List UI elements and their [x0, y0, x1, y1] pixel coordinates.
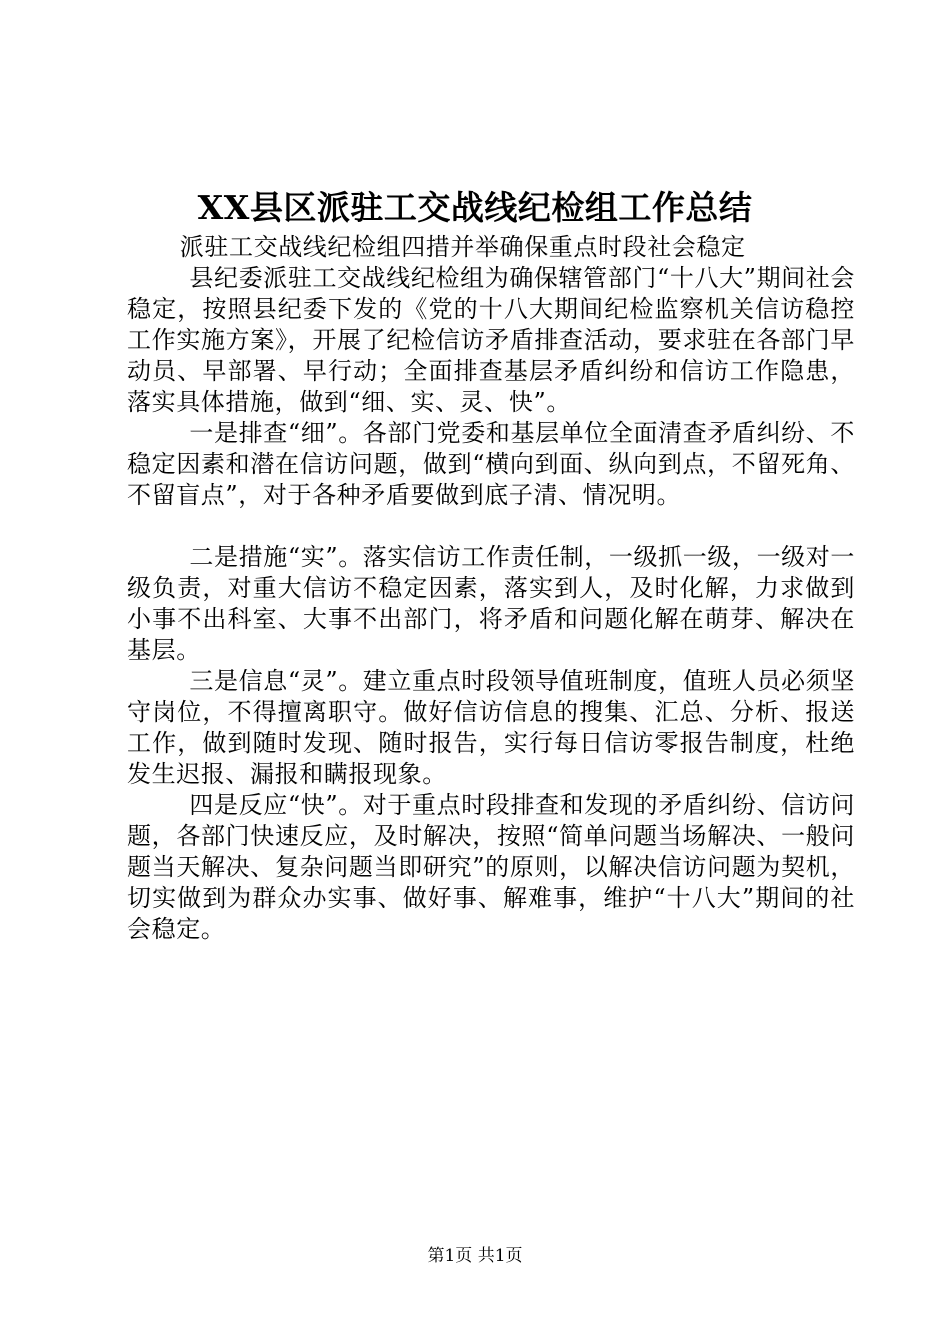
- page-number-footer: 第1页 共1页: [427, 1246, 523, 1266]
- document-subtitle: 派驻工交战线纪检组四措并举确保重点时段社会稳定: [179, 233, 746, 261]
- paragraph-point-1: 一是排查“细”。各部门党委和基层单位全面清查矛盾纠纷、不稳定因素和潜在信访问题，做到“横向到面、纵向到点，不留死角、不留盲点”，对于各种矛盾要做到底子清、情况明。: [127, 419, 855, 509]
- paragraph-point-2: 二是措施“实”。落实信访工作责任制，一级抓一级，一级对一级负责，对重大信访不稳定因素，落实到人，及时化解，力求做到小事不出科室、大事不出部门，将矛盾和问题化解在萌芽、解决在基层。: [127, 543, 855, 664]
- document-title: XX县区派驻工交战线纪检组工作总结: [197, 188, 753, 227]
- paragraph-point-4: 四是反应“快”。对于重点时段排查和发现的矛盾纠纷、信访问题，各部门快速反应，及时解决，按照“简单问题当场解决、一般问题当天解决、复杂问题当即研究”的原则，以解决信访问题为契机，切实做到为群众办实事、做好事、解难事，维护“十八大”期间的社会稳定。: [127, 791, 855, 943]
- document-body: [127, 232, 855, 945]
- paragraph-intro: 县纪委派驻工交战线纪检组为确保辖管部门“十八大”期间社会稳定，按照县纪委下发的《党的十八大期间纪检监察机关信访稳控工作实施方案》，开展了纪检信访矛盾排查活动，要求驻在各部门早动员、早部署、早行动；全面排查基层矛盾纠纷和信访工作隐患，落实具体措施，做到“细、实、灵、快”。: [127, 264, 855, 416]
- paragraph-point-3: 三是信息“灵”。建立重点时段领导值班制度，值班人员必须坚守岗位，不得擅离职守。做好信访信息的搜集、汇总、分析、报送工作，做到随时发现、随时报告，实行每日信访零报告制度，杜绝发生迟报、漏报和瞒报现象。: [127, 667, 855, 788]
